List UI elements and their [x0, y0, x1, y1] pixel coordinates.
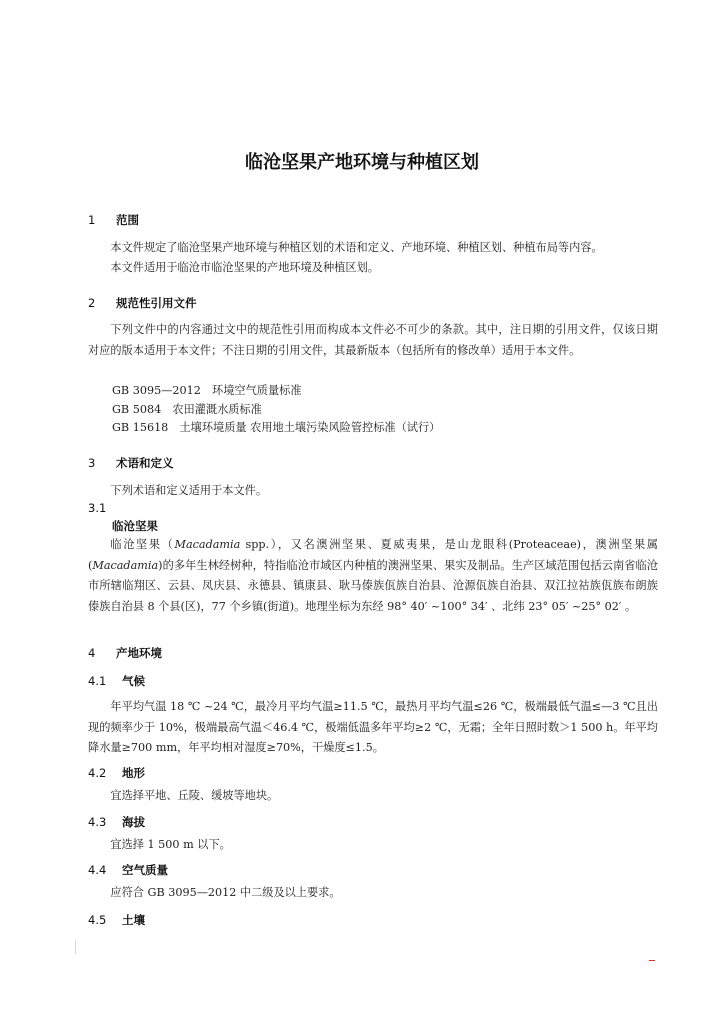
paragraph: 宜选择 1 500 m 以下。 — [110, 838, 231, 851]
section-number: 3 — [88, 456, 96, 470]
definition-text: 临沧坚果（ — [110, 538, 175, 551]
reference-item: GB 15618 土壤环境质量 农用地土壤污染风险管控标准（试行） — [112, 421, 441, 434]
subsection-4-4-heading — [88, 862, 168, 878]
margin-mark — [649, 960, 655, 961]
subsection-4-3-heading — [88, 814, 145, 830]
subsection-number: 4.5 — [88, 913, 107, 927]
section-number: 1 — [88, 213, 96, 227]
subsection-4-1-heading — [88, 673, 145, 689]
paragraph: 宜选择平地、丘陵、缓坡等地块。 — [110, 789, 279, 802]
definition-text: )的多年生林经树种，特指临沧市域区内种植的澳洲坚果、果实及制品。生产区域范围包括云南省临沧市所辖临翔区、云县、凤庆县、永德县、镇康县、耿马傣族佤族自治县、沧源佤族自治县、双江拉祜族佤族布朗族傣族自治县 8 个县(区)，77 个乡镇(街道)。地理坐标为东经 98° 40′ ~100° 34′ 、北纬 23° 05′ ~25° 02′ 。 — [88, 558, 658, 613]
section-title: 规范性引用文件 — [116, 296, 197, 310]
section-title: 产地环境 — [116, 646, 162, 660]
paragraph: 本文件适用于临沧市临沧坚果的产地环境及种植区划。 — [110, 261, 379, 274]
subsection-number: 4.4 — [88, 863, 107, 877]
subsection-number: 4.2 — [88, 766, 107, 780]
latin-genus: Macadamia — [92, 558, 159, 572]
section-4-heading — [88, 645, 162, 661]
subsection-4-2-heading — [88, 765, 145, 781]
subsection-number: 4.1 — [88, 674, 107, 688]
section-2-heading — [88, 295, 197, 311]
reference-item: GB 5084 农田灌溉水质标准 — [112, 403, 262, 416]
subsection-title: 空气质量 — [122, 863, 168, 877]
margin-mark — [75, 940, 76, 954]
term-title: 临沧坚果 — [112, 519, 158, 533]
section-1-heading — [88, 212, 139, 228]
section-title: 术语和定义 — [116, 456, 174, 470]
section-3-heading — [88, 455, 174, 471]
subsection-number: 4.3 — [88, 815, 107, 829]
subsection-title: 海拔 — [122, 815, 145, 829]
subsection-title: 地形 — [122, 766, 145, 780]
term-definition — [88, 535, 658, 617]
subsection-title: 气候 — [122, 674, 145, 688]
document-title: 临沧坚果产地环境与种植区划 — [245, 152, 479, 173]
paragraph: 本文件规定了临沧坚果产地环境与种植区划的术语和定义、产地环境、种植区划、种植布局等内容。 — [110, 241, 603, 254]
reference-item: GB 3095—2012 环境空气质量标准 — [112, 384, 302, 397]
paragraph: 应符合 GB 3095—2012 中二级及以上要求。 — [110, 886, 341, 899]
definition-text: spp.），又名澳洲坚果、夏威夷果，是山龙眼科(Proteaceae)，澳洲坚果属( — [88, 538, 658, 572]
paragraph: 下列文件中的内容通过文中的规范性引用而构成本文件必不可少的条款。其中，注日期的引用文件，仅该日期对应的版本适用于本文件；不注日期的引用文件，其最新版本（包括所有的修改单）适用于本文件。 — [88, 323, 658, 357]
subsection-4-5-heading — [88, 912, 145, 928]
paragraph: 年平均气温 18 ℃ ~24 ℃，最冷月平均气温≥11.5 ℃，最热月平均气温≤26 ℃，极端最低气温≤—3 ℃且出现的频率少于 10%，极端最高气温＜46.4 ℃，极端低温多年平均≥2 ℃，无霜；全年日照时数＞1 500 h。年平均降水量≥700 mm，年平均相对湿度≥70%，干燥度≤1.5。 — [88, 700, 658, 754]
section-number: 2 — [88, 296, 96, 310]
latin-genus: Macadamia — [174, 538, 241, 551]
term-number: 3.1 — [88, 501, 107, 515]
section-title: 范围 — [116, 213, 139, 227]
subsection-title: 土壤 — [122, 913, 145, 927]
paragraph: 下列术语和定义适用于本文件。 — [110, 484, 268, 497]
section-number: 4 — [88, 646, 96, 660]
